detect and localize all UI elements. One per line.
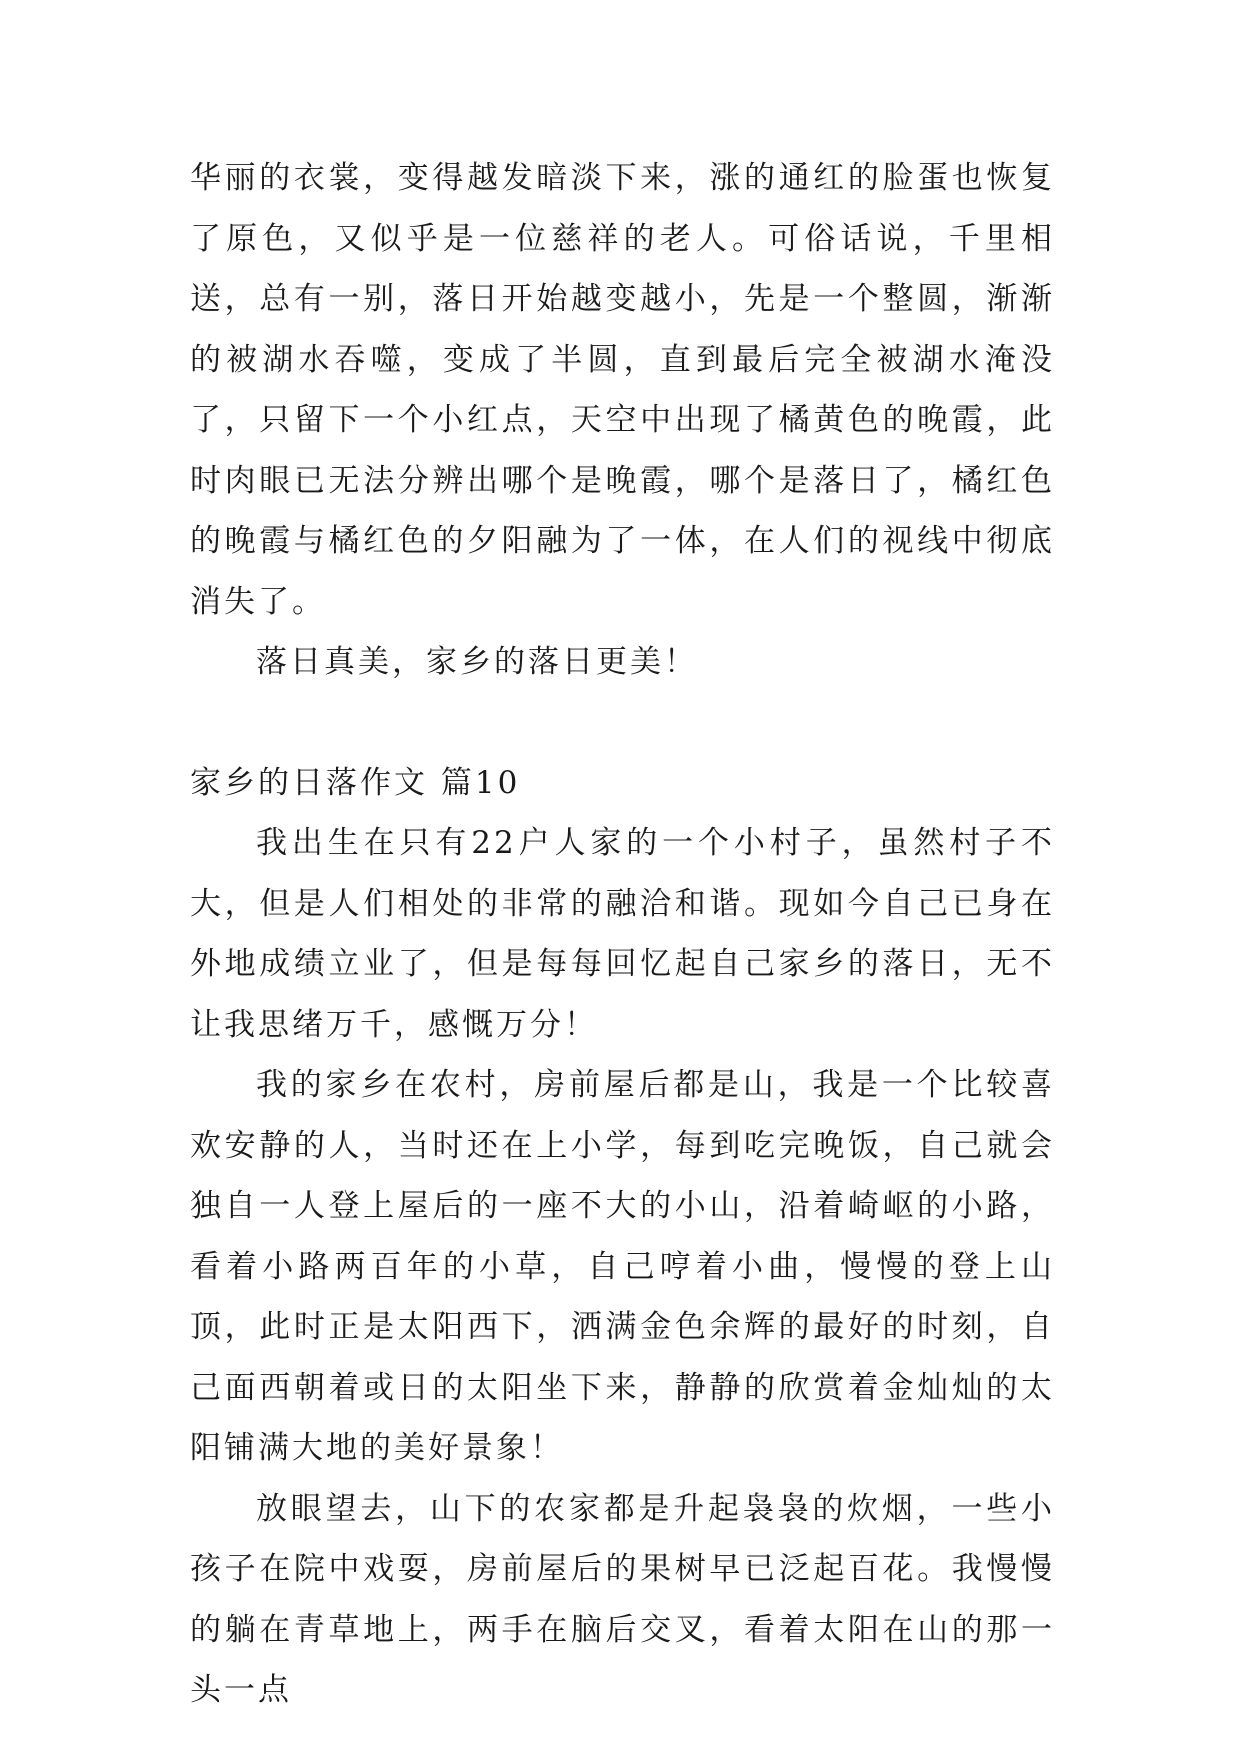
paragraph-continued: 华丽的衣裳，变得越发暗淡下来，涨的通红的脸蛋也恢复了原色，又似乎是一位慈祥的老人。可俗话说，千里相送，总有一别，落日开始越变越小，先是一个整圆，渐渐的被湖水吞噬，变成了半圆，直到最后完全被湖水淹没了，只留下一个小红点，天空中出现了橘黄色的晚霞，此时肉眼已无法分辨出哪个是晚霞，哪个是落日了，橘红色的晚霞与橘红色的夕阳融为了一体，在人们的视线中彻底消失了。 [190, 160, 1055, 620]
paragraph-hilltop: 我的家乡在农村，房前屋后都是山，我是一个比较喜欢安静的人，当时还在上小学，每到吃完晚饭，自己就会独自一人登上屋后的一座不大的小山，沿着崎岖的小路，看着小路两百年的小草，自己哼着小曲，慢慢的登上山顶，此时正是太阳西下，洒满金色余辉的最好的时刻，自己面西朝着或日的太阳坐下来，静静的欣赏着金灿灿的太阳铺满大地的美好景象！ [190, 1067, 1055, 1466]
paragraph-view: 放眼望去，山下的农家都是升起袅袅的炊烟，一些小孩子在院中戏耍，房前屋后的果树早已泛起百花。我慢慢的躺在青草地上，两手在脑后交叉，看着太阳在山的那一头一点 [190, 1490, 1055, 1708]
section-title: 家乡的日落作文 篇10 [190, 764, 521, 801]
paragraph-conclusion: 落日真美，家乡的落日更美！ [256, 644, 698, 680]
paragraph-intro: 我出生在只有22户人家的一个小村子，虽然村子不大，但是人们相处的非常的融洽和谐。现如今自己已身在外地成绩立业了，但是每每回忆起自己家乡的落日，无不让我思绪万千，感慨万分！ [190, 825, 1055, 1043]
document-page [190, 148, 1055, 1721]
